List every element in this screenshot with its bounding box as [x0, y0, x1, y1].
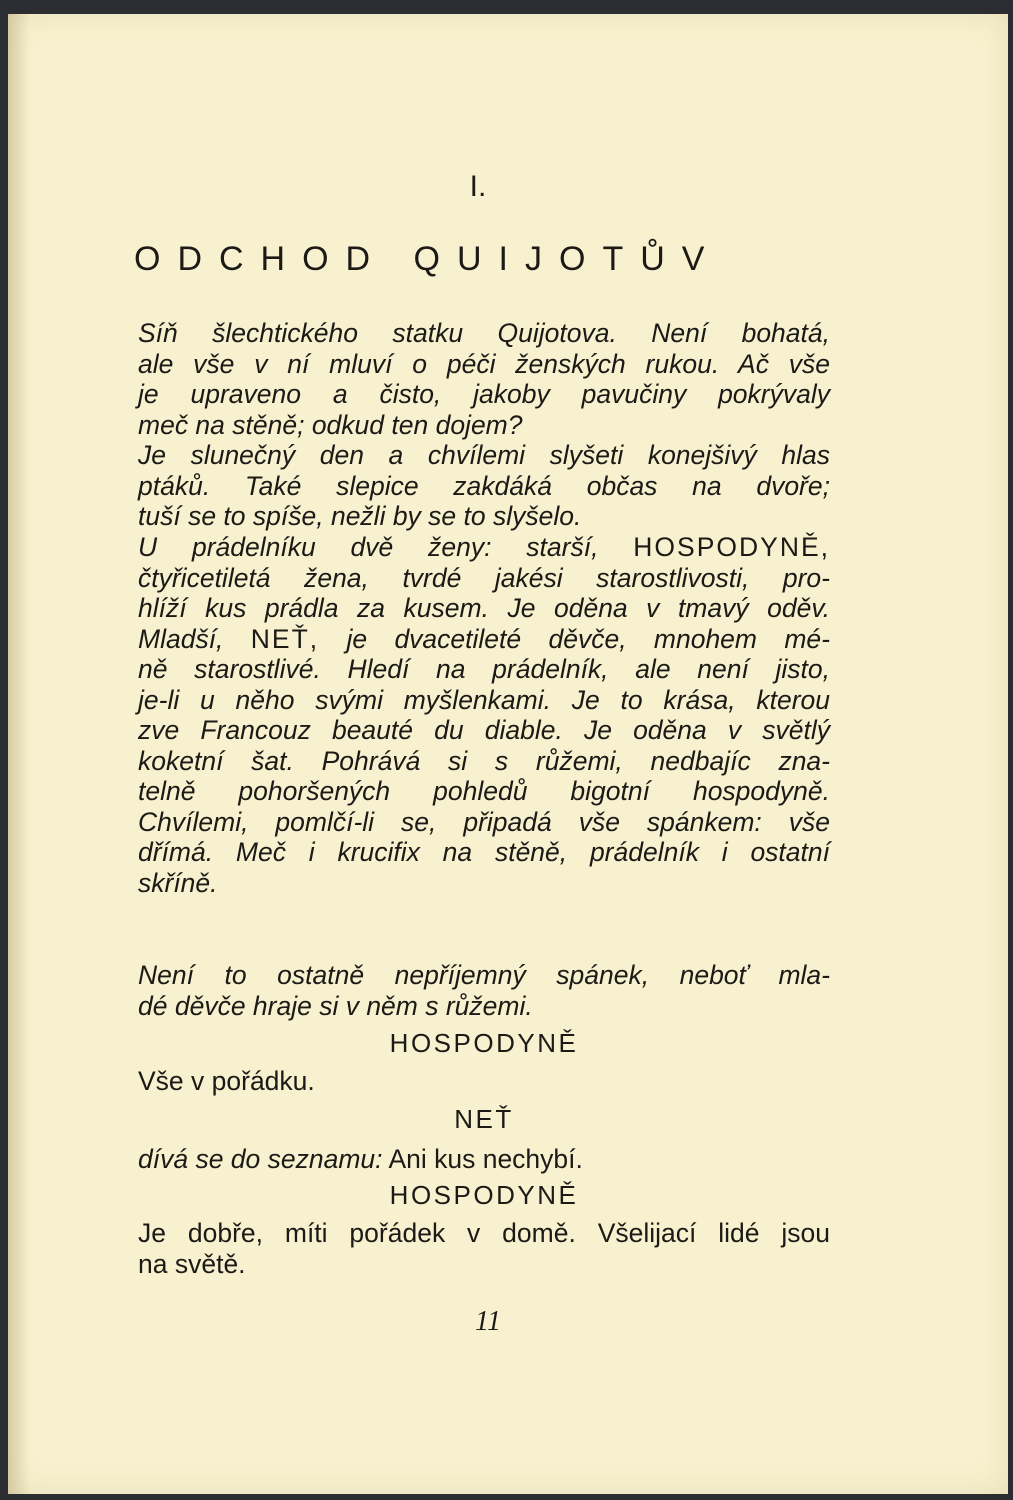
text-line: Chvílemi, pomlčí-li se, připadá vše spánkem: vše	[138, 806, 830, 837]
character-name: NEŤ,	[250, 623, 320, 654]
text-line: dřímá. Meč i krucifix na stěně, prádelník i ostatní	[138, 837, 830, 867]
speaker-hospodyne: HOSPODYNĚ	[389, 1180, 579, 1210]
chapter-title: ODCHOD QUIJOTŮV	[134, 240, 722, 278]
stage-direction-sleep	[138, 960, 830, 1021]
text-line: telně pohoršených pohledů bigotní hospodyně.	[138, 776, 830, 806]
speaker-net: NEŤ	[454, 1104, 514, 1134]
text-line: hlíží kus prádla za kusem. Je oděna v tmavý oděv.	[138, 593, 830, 623]
text-line: čtyřicetiletá žena, tvrdé jakési starostlivosti, pro-	[138, 562, 830, 593]
text-line: ale vše v ní mluví o péči ženských rukou. Ač vše	[138, 348, 830, 379]
stage-direction-inline: dívá se do seznamu:	[138, 1144, 383, 1174]
text-fragment: U prádelníku dvě ženy: starší,	[138, 532, 599, 562]
dialogue-line	[138, 1066, 830, 1097]
speaker-hospodyne: HOSPODYNĚ	[389, 1028, 579, 1058]
page-number: 11	[475, 1306, 501, 1337]
text-fragment: Ani kus nechybí.	[388, 1144, 583, 1174]
chapter-number: I.	[469, 170, 487, 203]
text-line: skříně.	[138, 867, 218, 898]
stage-direction-characters	[138, 532, 830, 898]
text-line: dé děvče hraje si v něm s růžemi.	[138, 990, 533, 1021]
text-line: zve Francouz beauté du diable. Je oděna v světlý	[138, 715, 830, 745]
book-page	[8, 14, 1008, 1494]
text-line: Není to ostatně nepříjemný spánek, neboť mla-	[138, 960, 830, 990]
text-fragment: je dvacetileté děvče, mnohem mé-	[346, 623, 830, 654]
text-fragment: Mladší,	[138, 623, 224, 654]
character-name: HOSPODYNĚ,	[633, 532, 830, 562]
text-line: Síň šlechtického statku Quijotova. Není bohatá,	[138, 318, 830, 348]
text-line: je upraveno a čisto, jakoby pavučiny pokrývaly	[138, 379, 830, 409]
dialogue-line	[138, 1144, 830, 1175]
text-line: koketní šat. Pohrává si s růžemi, nedbajíc zna-	[138, 745, 830, 776]
dialogue-line	[138, 1218, 830, 1279]
text-line	[138, 1144, 830, 1175]
text-line: Je slunečný den a chvílemi slyšeti konejšivý hlas	[138, 440, 830, 470]
text-line	[138, 624, 830, 655]
text-line: Je dobře, míti pořádek v domě. Všelijací lidé jsou	[138, 1218, 830, 1248]
text-line: na světě.	[138, 1248, 246, 1279]
stage-direction-weather	[138, 440, 830, 532]
text-line: tuší se to spíše, nežli by se to slyšelo.	[138, 501, 582, 531]
text-line: meč na stěně; odkud ten dojem?	[138, 409, 523, 440]
text-line: ptáků. Také slepice zakdáká občas na dvoře;	[138, 470, 830, 501]
text-line: ně starostlivé. Hledí na prádelník, ale není jisto,	[138, 654, 830, 684]
text-line: Vše v pořádku.	[138, 1066, 315, 1096]
text-line	[138, 532, 830, 563]
stage-direction-setting	[138, 318, 830, 440]
text-line: je-li u něho svými myšlenkami. Je to krása, kterou	[138, 684, 830, 715]
